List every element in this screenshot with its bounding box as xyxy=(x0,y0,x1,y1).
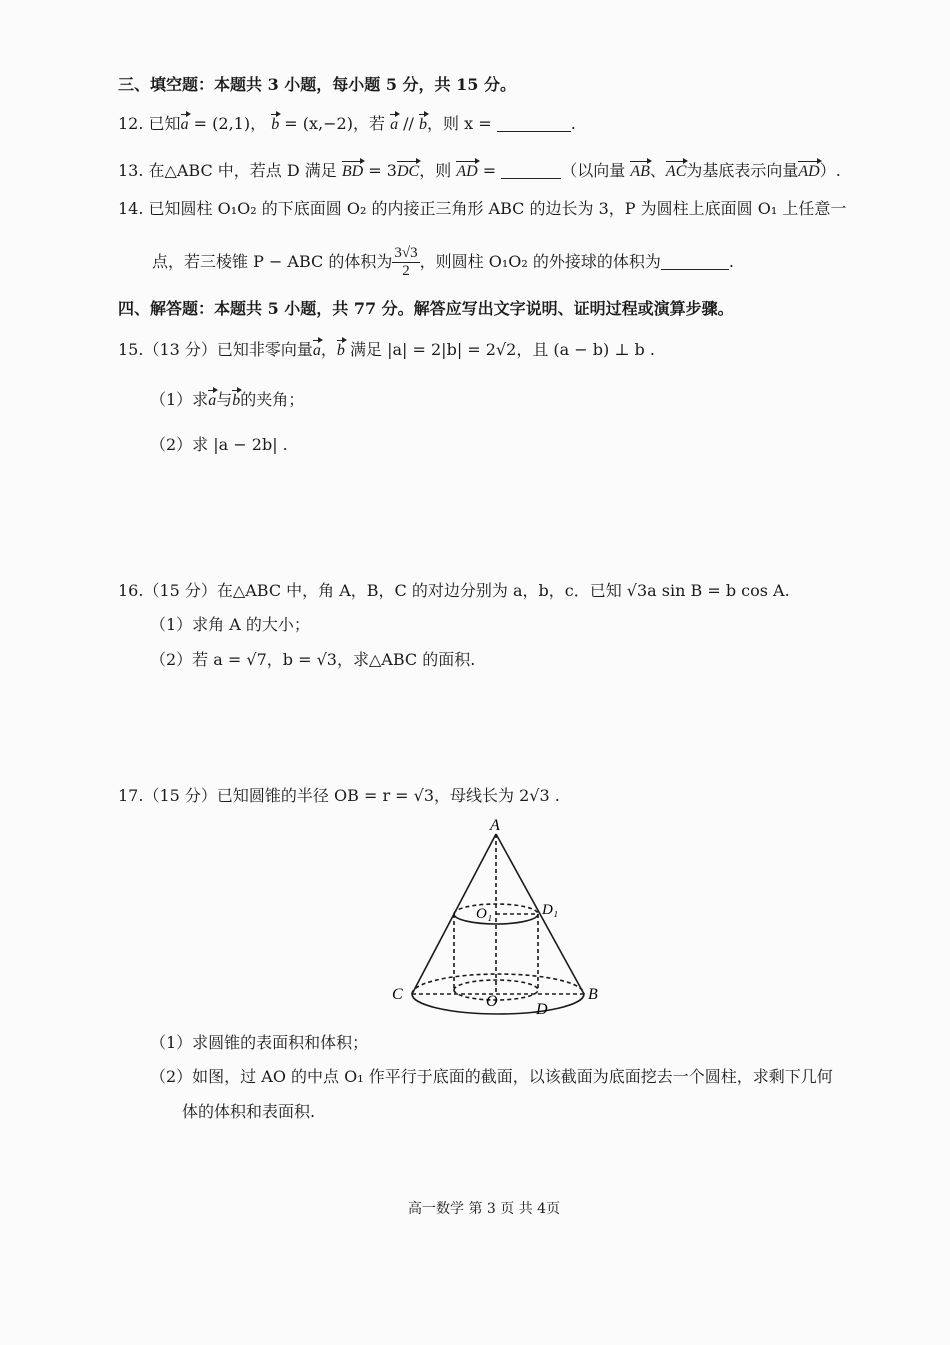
page-footer: 高一数学 第 3 页 共 4页 xyxy=(408,1201,561,1217)
label-B: B xyxy=(588,986,598,1003)
label-D: D xyxy=(536,1001,548,1018)
question-17-part1: （1）求圆锥的表面积和体积； xyxy=(150,1033,369,1052)
cone-figure xyxy=(380,812,610,1022)
answer-blank[interactable] xyxy=(661,253,729,270)
question-17-part2a: （2）如图，过 AO 的中点 O₁ 作平行于底面的截面，以该截面为底面挖去一个圆柱，求剩下几何 xyxy=(150,1067,833,1086)
question-13: 13. 在△ABC 中，若点 D 满足 BD = 3DC，则 AD = （以向量 AB、AC为基底表示向量AD）. xyxy=(118,160,841,183)
question-15-part2: （2）求 |a − 2b| . xyxy=(150,435,288,454)
label-D1: D₁ xyxy=(542,902,559,918)
label-O: O xyxy=(486,993,498,1010)
base-front-arc xyxy=(412,994,584,1014)
question-12: 12. 已知a = (2,1)， b = (x,−2)，若 a // b，则 x = . xyxy=(118,113,576,136)
answer-blank[interactable] xyxy=(501,162,561,179)
cone-side-right xyxy=(496,834,584,994)
label-O1: O₁ xyxy=(476,906,493,922)
question-15: 15.（13 分）已知非零向量a，b 满足 |a| = 2|b| = 2√2，且 (a − b) ⊥ b . xyxy=(118,339,655,362)
question-17: 17.（15 分）已知圆锥的半径 OB = r = √3，母线长为 2√3 . xyxy=(118,786,560,805)
question-16: 16.（15 分）在△ABC 中，角 A，B，C 的对边分别为 a，b，c．已知 √3a sin B = b cos A. xyxy=(118,581,790,600)
question-14-line1: 14. 已知圆柱 O₁O₂ 的下底面圆 O₂ 的内接正三角形 ABC 的边长为 3，P 为圆柱上底面圆 O₁ 上任意一 xyxy=(118,199,847,218)
section3-heading: 三、填空题：本题共 3 小题，每小题 5 分，共 15 分。 xyxy=(118,75,516,94)
answer-blank[interactable] xyxy=(497,115,571,132)
question-17-part2b: 体的体积和表面积. xyxy=(182,1102,316,1121)
label-C: C xyxy=(392,986,403,1003)
label-A: A xyxy=(490,817,500,834)
section4-heading: 四、解答题：本题共 5 小题，共 77 分。解答应写出文字说明、证明过程或演算步骤。 xyxy=(118,299,734,318)
question-14-line2: 点，若三棱锥 P − ABC 的体积为 $\frac{3√3}{2}$ ，则圆柱 O₁O₂ 的外接球的体积为 . xyxy=(152,245,734,279)
question-16-part1: （1）求角 A 的大小； xyxy=(150,615,310,634)
volume-fraction: $\frac{3√3}{2}$ xyxy=(394,245,418,279)
question-15-part1: （1）求a与b的夹角； xyxy=(150,389,304,412)
question-16-part2: （2）若 a = √7，b = √3，求△ABC 的面积. xyxy=(150,650,476,669)
base-back-arc xyxy=(412,974,584,994)
